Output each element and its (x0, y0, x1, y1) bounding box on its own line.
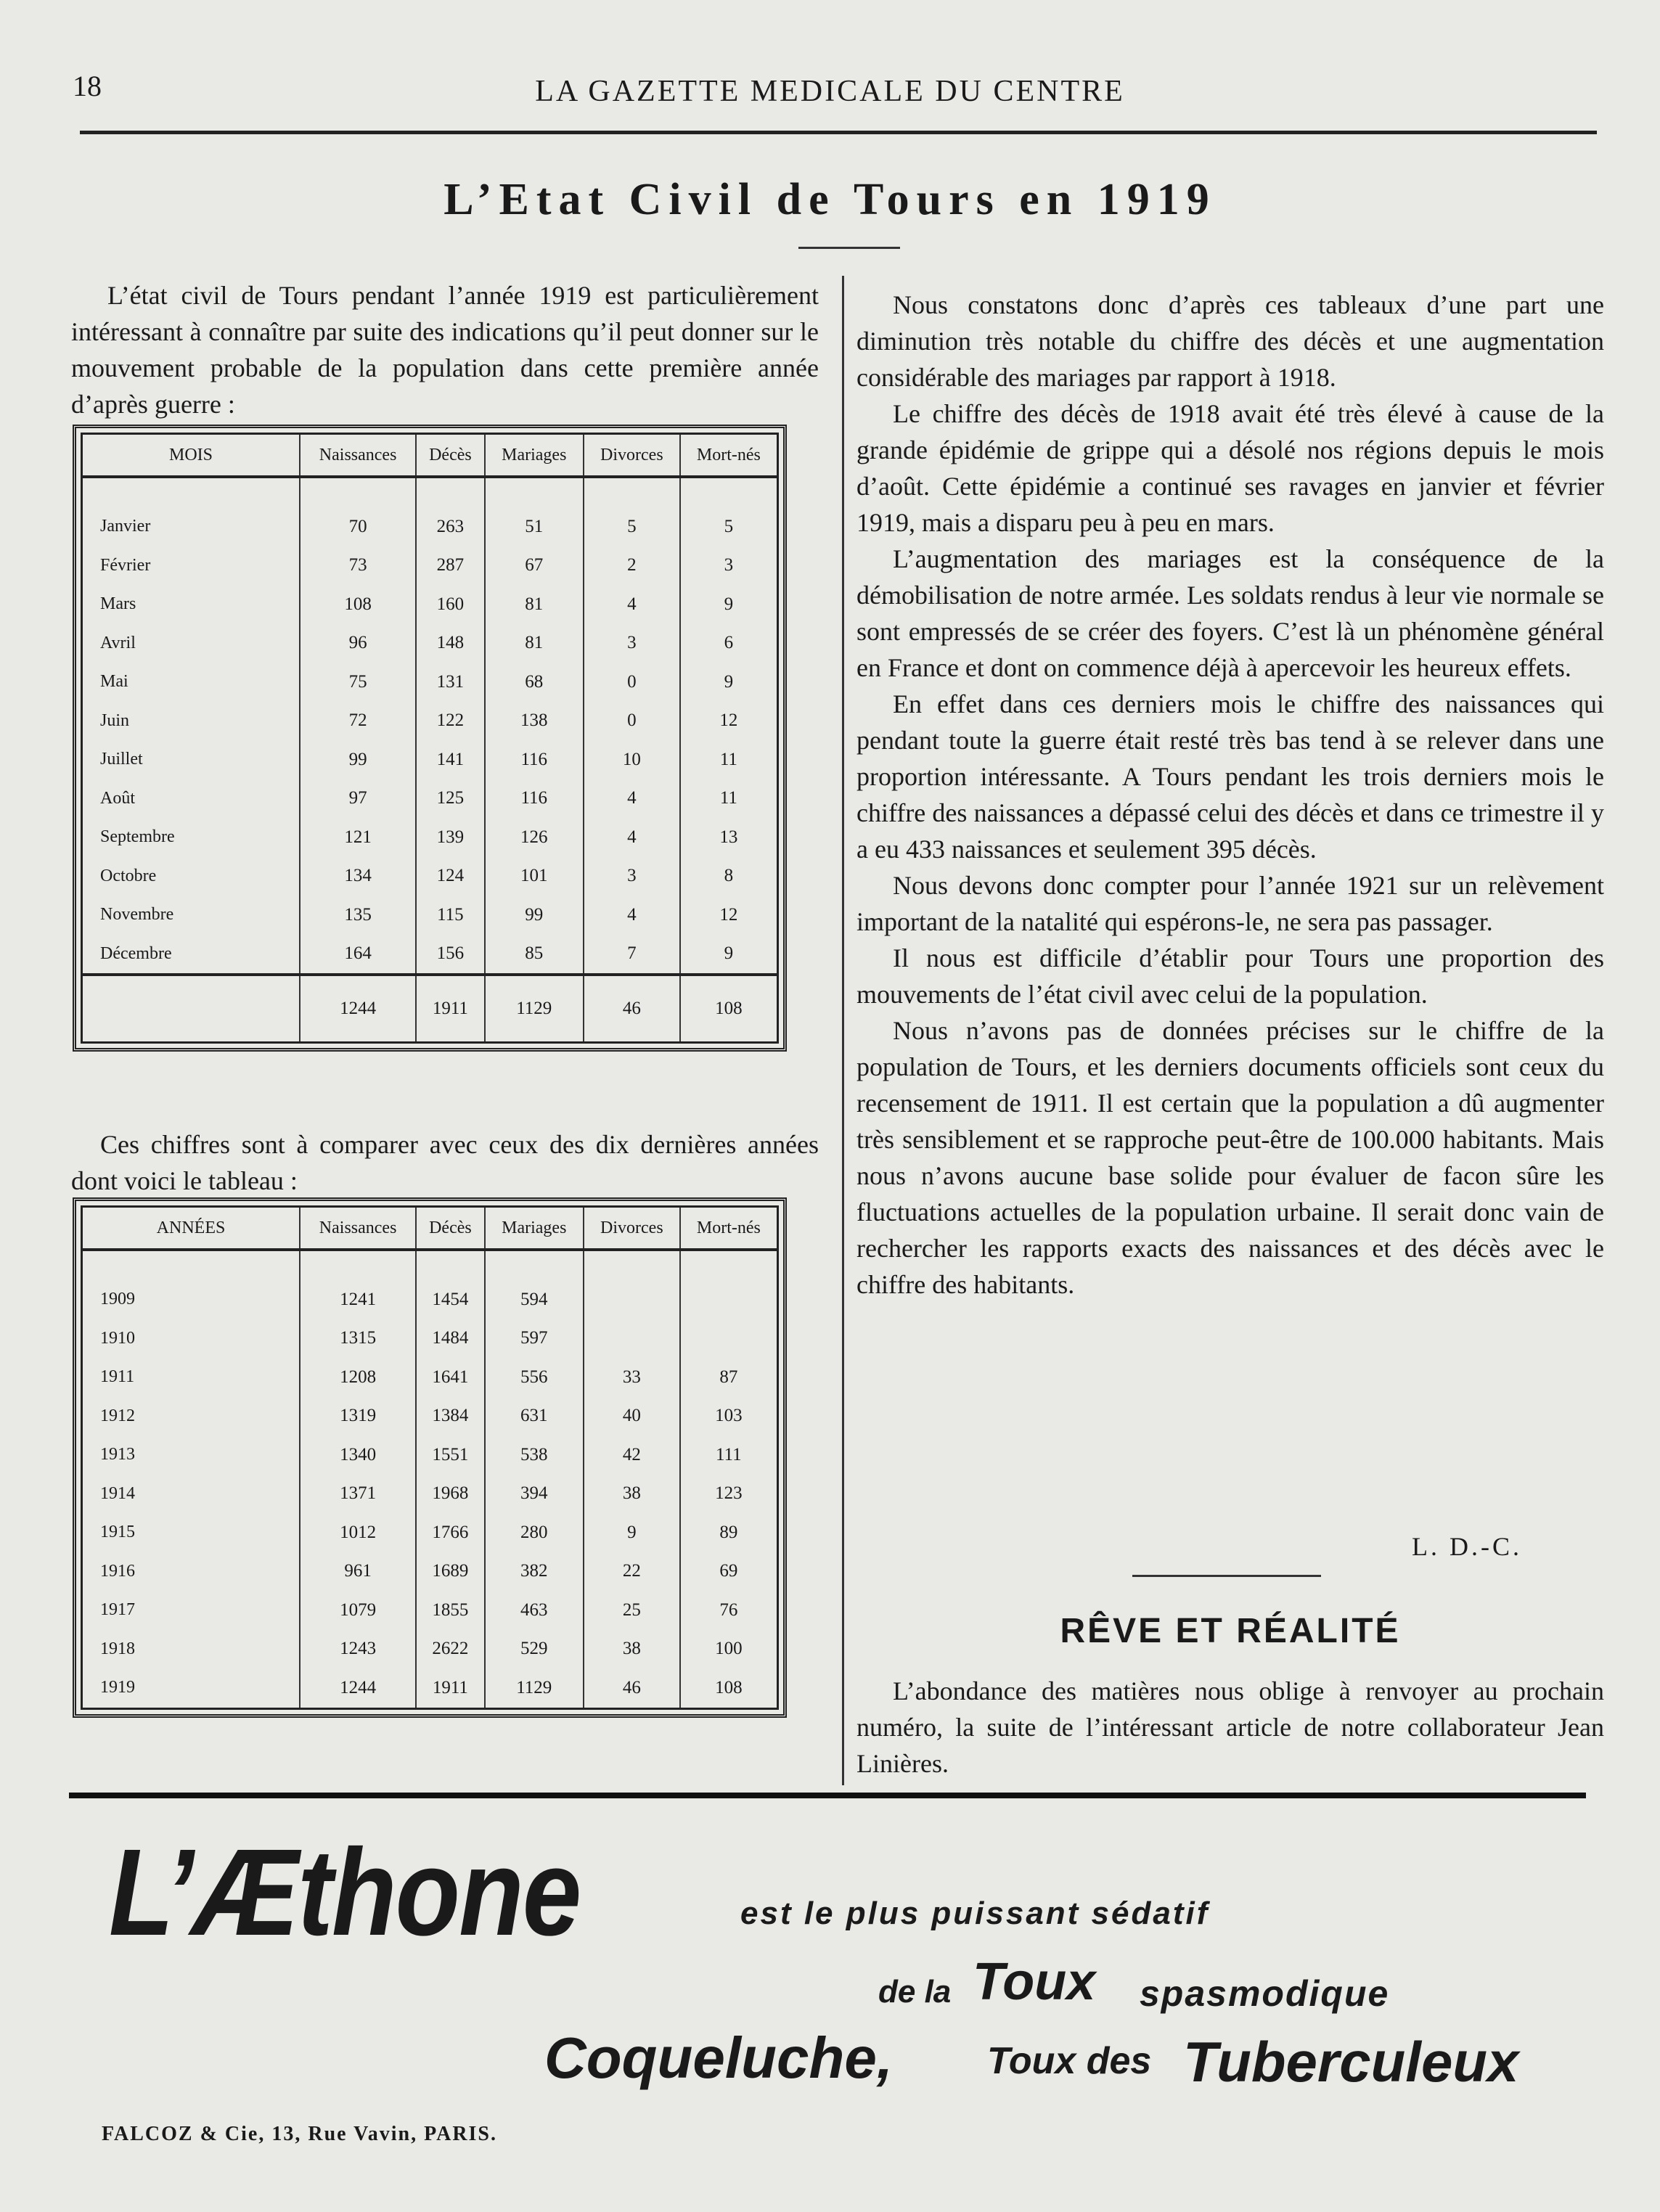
table-row (83, 740, 777, 779)
spacer-cell (83, 1250, 300, 1280)
table-row (83, 546, 777, 586)
monthly-table (83, 435, 777, 1041)
spacer-cell (584, 1250, 680, 1280)
value-cell: 1551 (416, 1435, 484, 1475)
header-cell: MOIS (83, 435, 300, 477)
spacer-cell (300, 1250, 416, 1280)
value-cell: 11 (680, 779, 777, 819)
value-cell: 134 (300, 857, 416, 896)
value-cell: 7 (584, 935, 680, 975)
value-cell: 1319 (300, 1397, 416, 1436)
value-cell: 33 (584, 1358, 680, 1397)
value-cell: 1012 (300, 1513, 416, 1552)
yearly-table (83, 1208, 777, 1708)
value-cell: 1208 (300, 1358, 416, 1397)
value-cell: 4 (584, 818, 680, 857)
value-cell: 148 (416, 624, 484, 663)
total-cell: 108 (680, 975, 777, 1041)
value-cell: 73 (300, 546, 416, 586)
row-label-cell: 1916 (100, 1561, 135, 1581)
table-row (83, 624, 777, 663)
spacer-cell (485, 477, 584, 507)
value-cell: 164 (300, 935, 416, 975)
monthly-table-inner (81, 433, 779, 1044)
value-cell: 68 (485, 663, 584, 702)
yearly-table-body (83, 1250, 777, 1708)
table-row (83, 585, 777, 624)
header-cell: Mort-nés (680, 435, 777, 477)
value-cell: 89 (680, 1513, 777, 1552)
value-cell: 529 (485, 1630, 584, 1669)
value-cell: 46 (584, 1668, 680, 1708)
table-row (83, 1397, 777, 1436)
value-cell: 263 (416, 507, 484, 546)
value-cell: 108 (680, 1668, 777, 1708)
total-cell: 46 (584, 975, 680, 1041)
value-cell: 1315 (300, 1319, 416, 1359)
value-cell: 99 (485, 896, 584, 935)
advertisement-divider (69, 1793, 1586, 1798)
row-label-cell: Juillet (100, 750, 143, 769)
header-cell: Mort-nés (680, 1208, 777, 1250)
body-paragraph: Il nous est difficile d’établir pour Tours une proportion des mouvements de l’état civil avec celui de la population. (856, 943, 1604, 1009)
monthly-table-frame (73, 425, 787, 1052)
table-row (83, 702, 777, 741)
row-label-cell: Octobre (100, 866, 157, 885)
row-label-cell: Janvier (100, 517, 151, 536)
header-cell: Mariages (485, 1208, 584, 1250)
value-cell: 11 (680, 740, 777, 779)
value-cell: 9 (680, 585, 777, 624)
value-cell: 3 (680, 546, 777, 586)
row-label-cell: Mai (100, 672, 128, 692)
value-cell: 85 (485, 935, 584, 975)
header-cell: Mariages (485, 435, 584, 477)
value-cell: 2 (584, 546, 680, 586)
row-label-cell: 1918 (100, 1639, 135, 1658)
value-cell: 1241 (300, 1280, 416, 1319)
header-cell: ANNÉES (83, 1208, 300, 1250)
ad-line3-middle: Toux des (987, 2040, 1152, 2082)
value-cell: 538 (485, 1435, 584, 1475)
row-label-cell: 1912 (100, 1406, 135, 1425)
header-cell: Divorces (584, 1208, 680, 1250)
value-cell: 160 (416, 585, 484, 624)
row-label-cell: 1919 (100, 1678, 135, 1697)
table-row (83, 1513, 777, 1552)
row-label-cell: Février (100, 555, 151, 575)
ad-address: FALCOZ & Cie, 13, Rue Vavin, PARIS. (102, 2123, 498, 2145)
table-row (83, 1358, 777, 1397)
row-label-cell: 1911 (100, 1367, 135, 1387)
spacer-cell (680, 1250, 777, 1280)
body-paragraph: Nous constatons donc d’après ces tableaux d’une part une diminution très notable du chiffre des décès et une augmentation considérable des mariages par rapport à 1918. (856, 290, 1604, 392)
value-cell: 100 (680, 1630, 777, 1669)
value-cell: 1243 (300, 1630, 416, 1669)
row-label-cell: 1913 (100, 1445, 135, 1465)
value-cell: 9 (680, 663, 777, 702)
spacer-row (83, 1250, 777, 1280)
value-cell: 6 (680, 624, 777, 663)
value-cell: 394 (485, 1475, 584, 1514)
table-row (83, 1591, 777, 1630)
value-cell: 38 (584, 1475, 680, 1514)
row-label-cell: 1910 (100, 1328, 135, 1348)
value-cell: 597 (485, 1319, 584, 1359)
yearly-table-inner (81, 1205, 779, 1710)
monthly-table-body (83, 477, 777, 1041)
value-cell: 97 (300, 779, 416, 819)
value-cell: 1484 (416, 1319, 484, 1359)
ad-line2-prefix: de la (878, 1974, 952, 2010)
spacer-cell (485, 1250, 584, 1280)
row-label-cell: 1914 (100, 1483, 135, 1503)
notice-divider (1132, 1575, 1321, 1577)
value-cell: 99 (300, 740, 416, 779)
value-cell: 556 (485, 1358, 584, 1397)
spacer-cell (300, 477, 416, 507)
value-cell: 10 (584, 740, 680, 779)
value-cell: 280 (485, 1513, 584, 1552)
table-row (83, 1552, 777, 1592)
value-cell: 1454 (416, 1280, 484, 1319)
notice-text: L’abondance des matières nous oblige à renvoyer au prochain numéro, la suite de l’intéressant article de notre collaborateur Jean Linières. (856, 1676, 1604, 1778)
journal-title: LA GAZETTE MEDICALE DU CENTRE (535, 75, 1125, 108)
intro-paragraph: L’état civil de Tours pendant l’année 1919 est particulièrement intéressant à connaître par suite des indications qu’il peut donner sur le mouvement probable de la population dans cette première année d’après guerre : (71, 281, 819, 419)
spacer-cell (584, 477, 680, 507)
table-row (83, 507, 777, 546)
header-divider (80, 131, 1597, 134)
column-divider (842, 276, 844, 1785)
row-label-cell: Septembre (100, 827, 175, 847)
yearly-table-header-row (83, 1208, 777, 1250)
body-paragraph: Nous devons donc compter pour l’année 1921 sur un relèvement important de la natalité qui espérons-le, ne sera pas passager. (856, 871, 1604, 936)
value-cell: 75 (300, 663, 416, 702)
value-cell: 116 (485, 779, 584, 819)
value-cell: 69 (680, 1552, 777, 1592)
notice-title: RÊVE ET RÉALITÉ (1060, 1612, 1401, 1650)
value-cell: 76 (680, 1591, 777, 1630)
value-cell: 121 (300, 818, 416, 857)
value-cell: 631 (485, 1397, 584, 1436)
value-cell: 81 (485, 624, 584, 663)
value-cell: 4 (584, 896, 680, 935)
value-cell: 116 (485, 740, 584, 779)
value-cell: 1340 (300, 1435, 416, 1475)
value-cell: 22 (584, 1552, 680, 1592)
value-cell: 96 (300, 624, 416, 663)
value-cell (680, 1319, 777, 1359)
table-row (83, 663, 777, 702)
value-cell: 138 (485, 702, 584, 741)
header-cell: Décès (416, 1208, 484, 1250)
monthly-table-header-row (83, 435, 777, 477)
value-cell: 1766 (416, 1513, 484, 1552)
value-cell: 1911 (416, 1668, 484, 1708)
value-cell: 139 (416, 818, 484, 857)
value-cell: 3 (584, 857, 680, 896)
table-row (83, 935, 777, 975)
value-cell: 115 (416, 896, 484, 935)
table-row (83, 1668, 777, 1708)
value-cell: 72 (300, 702, 416, 741)
value-cell: 51 (485, 507, 584, 546)
value-cell (584, 1319, 680, 1359)
value-cell: 9 (680, 935, 777, 975)
value-cell: 67 (485, 546, 584, 586)
value-cell: 0 (584, 702, 680, 741)
value-cell: 1855 (416, 1591, 484, 1630)
table-row (83, 1435, 777, 1475)
value-cell: 70 (300, 507, 416, 546)
row-label-cell: Décembre (100, 943, 172, 963)
value-cell: 101 (485, 857, 584, 896)
row-label-cell: Août (100, 788, 135, 808)
value-cell: 123 (680, 1475, 777, 1514)
page-number: 18 (73, 70, 102, 102)
value-cell: 125 (416, 779, 484, 819)
row-label-cell: Juin (100, 710, 130, 730)
value-cell: 124 (416, 857, 484, 896)
value-cell: 12 (680, 896, 777, 935)
article-title: L’Etat Civil de Tours en 1919 (443, 175, 1217, 224)
value-cell (584, 1280, 680, 1319)
value-cell: 1079 (300, 1591, 416, 1630)
table-row (83, 1475, 777, 1514)
ad-tagline: est le plus puissant sédatif (740, 1896, 1210, 1931)
value-cell: 1641 (416, 1358, 484, 1397)
value-cell: 4 (584, 585, 680, 624)
total-cell: 1129 (485, 975, 584, 1041)
value-cell: 9 (584, 1513, 680, 1552)
title-divider (798, 247, 900, 249)
value-cell: 3 (584, 624, 680, 663)
value-cell: 287 (416, 546, 484, 586)
value-cell: 961 (300, 1552, 416, 1592)
right-column-text (856, 287, 1604, 1303)
row-label-cell: Avril (100, 633, 136, 652)
article-signature: L. D.-C. (1412, 1532, 1522, 1561)
value-cell: 0 (584, 663, 680, 702)
row-label-cell: Mars (100, 594, 136, 614)
value-cell: 13 (680, 818, 777, 857)
total-cell: 1244 (300, 975, 416, 1041)
row-label-cell: Novembre (100, 905, 174, 925)
body-paragraph: Nous n’avons pas de données précises sur le chiffre de la population de Tours, et les derniers documents officiels sont ceux du recensement de 1911. Il est certain que la population a dû augmenter très sensiblement et se rapproche peut-être de 100.000 habitants. Mais nous n’avons aucune base solide pour évaluer de facon sûre les fluctuations actuelles de la population urbaine. Il serait donc vain de rechercher les rapports exacts des naissances et des décès avec le chiffre des habitants. (856, 1016, 1604, 1299)
table-row (83, 818, 777, 857)
value-cell: 141 (416, 740, 484, 779)
value-cell: 594 (485, 1280, 584, 1319)
value-cell: 1371 (300, 1475, 416, 1514)
value-cell: 38 (584, 1630, 680, 1669)
value-cell: 463 (485, 1591, 584, 1630)
value-cell: 111 (680, 1435, 777, 1475)
value-cell: 25 (584, 1591, 680, 1630)
row-label-cell: 1915 (100, 1523, 135, 1542)
row-label-cell: 1909 (100, 1290, 135, 1309)
ad-line3-coqueluche: Coqueluche, (544, 2025, 894, 2090)
value-cell: 12 (680, 702, 777, 741)
value-cell: 1244 (300, 1668, 416, 1708)
ad-line3-tuberculeux: Tuberculeux (1183, 2030, 1519, 2094)
spacer-cell (416, 477, 484, 507)
ad-line2-suffix: spasmodique (1140, 1973, 1390, 2014)
between-tables-paragraph: Ces chiffres sont à comparer avec ceux des dix dernières années dont voici le tableau : (71, 1130, 819, 1195)
value-cell: 8 (680, 857, 777, 896)
value-cell: 87 (680, 1358, 777, 1397)
spacer-row (83, 477, 777, 507)
value-cell: 5 (584, 507, 680, 546)
table-row (83, 857, 777, 896)
header-cell: Décès (416, 435, 484, 477)
value-cell: 40 (584, 1397, 680, 1436)
yearly-table-frame (73, 1197, 787, 1718)
table-row (83, 1280, 777, 1319)
body-paragraph: L’augmentation des mariages est la conséquence de la démobilisation de notre armée. Les soldats rendus à leur vie normale se sont empressés de se créer des foyers. C’est là un phénomène général en France et dont on commence déjà à apercevoir les heureux effets. (856, 544, 1604, 682)
spacer-cell (416, 1250, 484, 1280)
spacer-cell (83, 477, 300, 507)
totals-row (83, 975, 777, 1041)
row-label-cell: 1917 (100, 1600, 135, 1620)
value-cell: 4 (584, 779, 680, 819)
total-cell (83, 975, 300, 1041)
ad-brand-name: L’Æthone (109, 1824, 581, 1962)
value-cell: 2622 (416, 1630, 484, 1669)
value-cell: 126 (485, 818, 584, 857)
ad-line2-highlight: Toux (973, 1953, 1096, 2011)
value-cell: 103 (680, 1397, 777, 1436)
value-cell: 122 (416, 702, 484, 741)
table-row (83, 779, 777, 819)
body-paragraph: Le chiffre des décès de 1918 avait été très élevé à cause de la grande épidémie de grippe qui a désolé nos régions depuis le mois d’août. Cette épidémie a continué ses ravages en janvier et février 1919, mais a disparu peu à peu en mars. (856, 399, 1604, 537)
value-cell: 5 (680, 507, 777, 546)
value-cell (680, 1280, 777, 1319)
header-cell: Divorces (584, 435, 680, 477)
table-row (83, 1630, 777, 1669)
value-cell: 108 (300, 585, 416, 624)
value-cell: 156 (416, 935, 484, 975)
value-cell: 1689 (416, 1552, 484, 1592)
value-cell: 1129 (485, 1668, 584, 1708)
table-row (83, 1319, 777, 1359)
value-cell: 1968 (416, 1475, 484, 1514)
value-cell: 1384 (416, 1397, 484, 1436)
header-cell: Naissances (300, 1208, 416, 1250)
total-cell: 1911 (416, 975, 484, 1041)
value-cell: 42 (584, 1435, 680, 1475)
value-cell: 382 (485, 1552, 584, 1592)
header-cell: Naissances (300, 435, 416, 477)
spacer-cell (680, 477, 777, 507)
table-row (83, 896, 777, 935)
value-cell: 135 (300, 896, 416, 935)
value-cell: 81 (485, 585, 584, 624)
value-cell: 131 (416, 663, 484, 702)
body-paragraph: En effet dans ces derniers mois le chiffre des naissances qui pendant toute la guerre était resté très bas tend à se relever dans une proportion intéressante. A Tours pendant les trois derniers mois le chiffre des naissances a dépassé celui des décès et dans ce trimestre il y a eu 433 naissances et seulement 395 décès. (856, 689, 1604, 864)
